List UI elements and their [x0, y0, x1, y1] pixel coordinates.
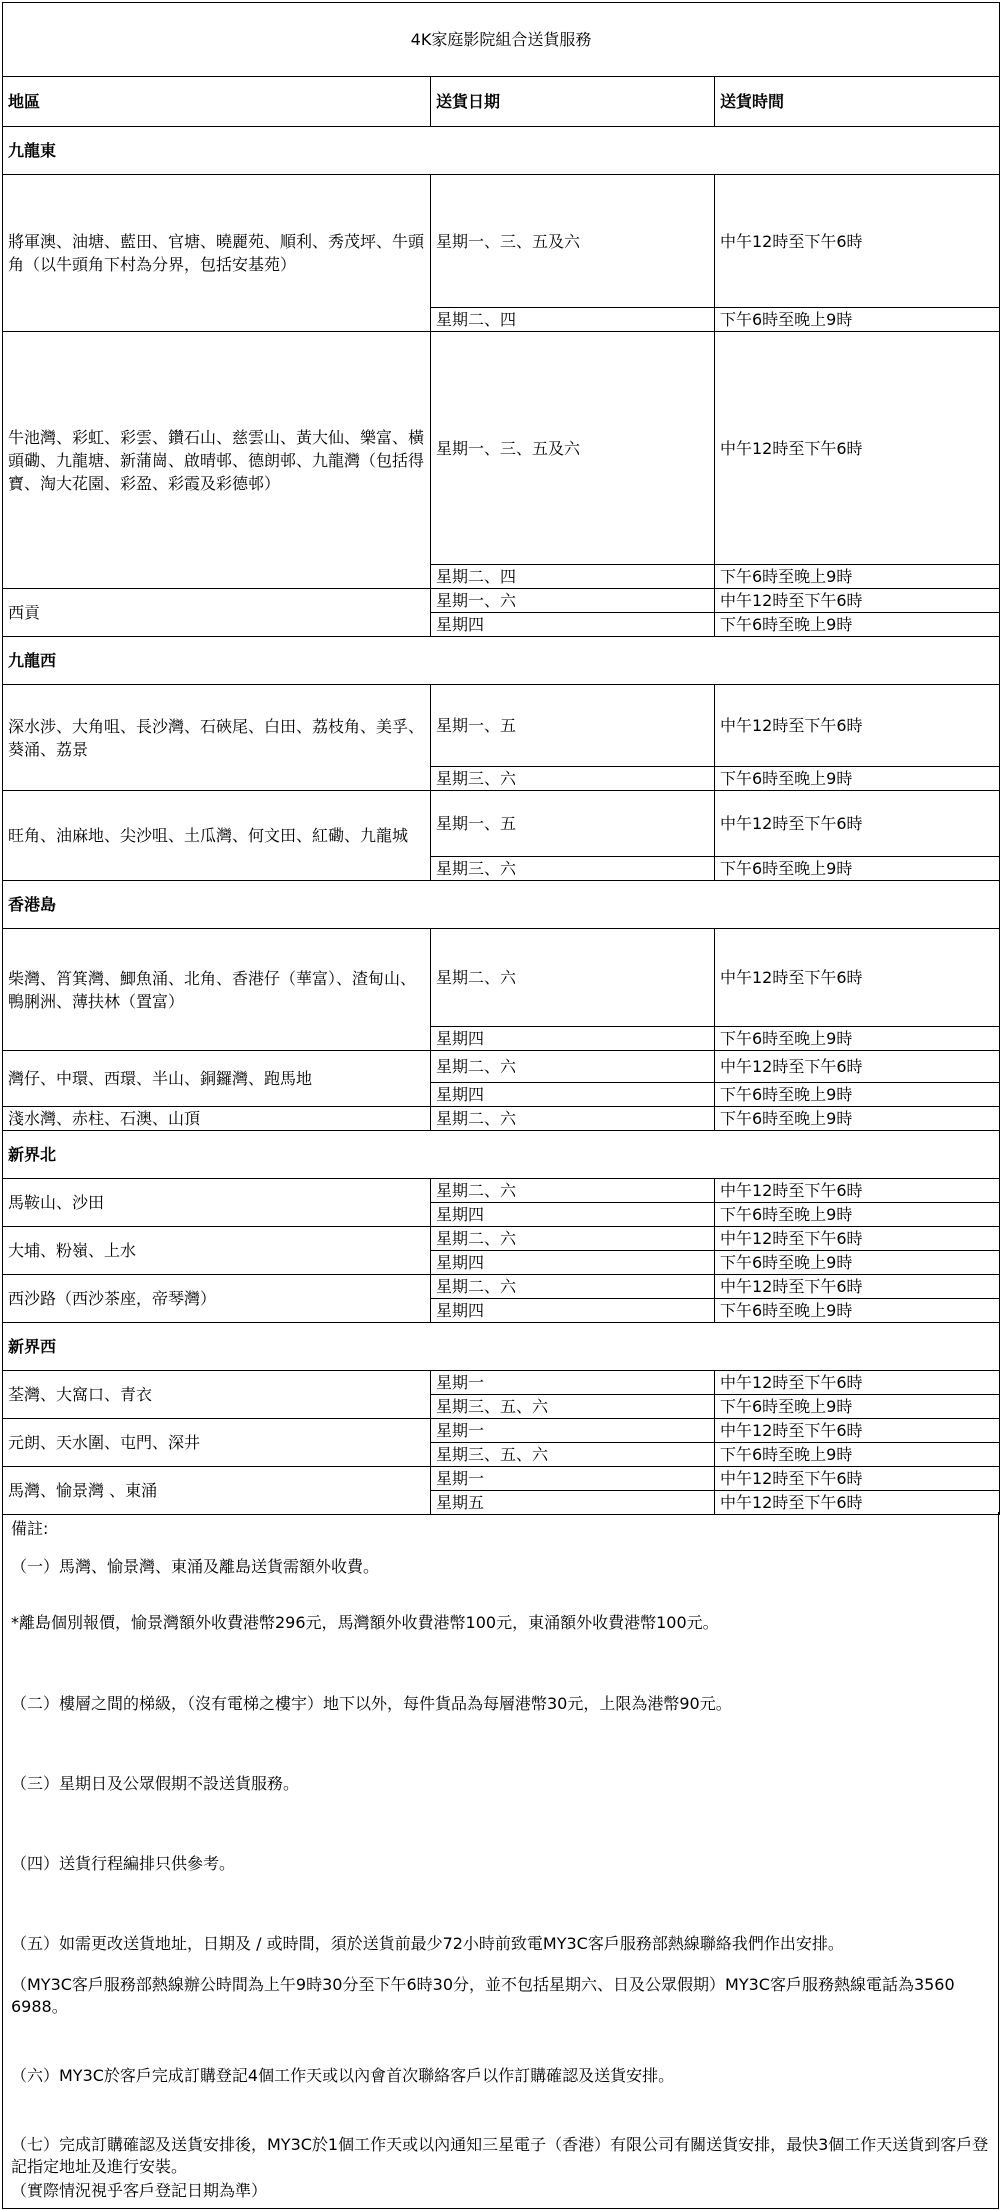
- delivery-time: 中午12時至下午6時: [715, 1371, 1000, 1395]
- note-1-detail: *離島個別報價，愉景灣額外收費港幣296元，馬灣額外收費港幣100元，東涌額外收費港幣100元。: [11, 1613, 719, 1632]
- delivery-time: 中午12時至下午6時: [715, 1467, 1000, 1491]
- area-cell: 牛池灣、彩虹、彩雲、鑽石山、慈雲山、黃大仙、樂富、橫頭磡、九龍塘、新蒲崗、啟晴邨、德朗邨、九龍灣（包括得寶、淘大花園、彩盈、彩霞及彩德邨）: [3, 332, 431, 589]
- delivery-day: 星期二、六: [431, 1227, 715, 1251]
- delivery-time: 中午12時至下午6時: [715, 1275, 1000, 1299]
- delivery-time: 中午12時至下午6時: [715, 332, 1000, 565]
- note-1: （一）馬灣、愉景灣、東涌及離島送貨需額外收費。: [11, 1557, 380, 1576]
- delivery-day: 星期一: [431, 1371, 715, 1395]
- delivery-day: 星期三、六: [431, 857, 715, 881]
- note-3: （三）星期日及公眾假期不設送貨服務。: [11, 1774, 300, 1793]
- note-5-detail: （MY3C客戶服務部熱線辦公時間為上午9時30分至下午6時30分，並不包括星期六、日及公眾假期）MY3C客戶服務熱線電話為3560 6988。: [11, 1975, 955, 2016]
- delivery-day: 星期四: [431, 1299, 715, 1323]
- notes-heading: 備註:: [11, 1519, 49, 1538]
- delivery-day: 星期四: [431, 1251, 715, 1275]
- delivery-time: 中午12時至下午6時: [715, 791, 1000, 857]
- delivery-time: 下午6時至晚上9時: [715, 613, 1000, 637]
- delivery-day: 星期四: [431, 1027, 715, 1051]
- table-title: 4K家庭影院組合送貨服務: [3, 3, 1000, 77]
- area-cell: 柴灣、筲箕灣、鯽魚涌、北角、香港仔（華富）、渣甸山、鴨脷洲、薄扶林（置富）: [3, 929, 431, 1051]
- delivery-day: 星期一、三、五及六: [431, 332, 715, 565]
- delivery-time: 下午6時至晚上9時: [715, 1395, 1000, 1419]
- delivery-day: 星期一、六: [431, 589, 715, 613]
- delivery-time: 中午12時至下午6時: [715, 1491, 1000, 1515]
- delivery-day: 星期四: [431, 613, 715, 637]
- header-time: 送貨時間: [715, 77, 1000, 127]
- delivery-day: 星期四: [431, 1203, 715, 1227]
- area-cell: 灣仔、中環、西環、半山、銅鑼灣、跑馬地: [3, 1051, 431, 1107]
- area-cell: 馬灣、愉景灣 、東涌: [3, 1467, 431, 1515]
- region-row: [3, 637, 1000, 685]
- area-cell: 荃灣、大窩口、青衣: [3, 1371, 431, 1419]
- delivery-day: 星期一: [431, 1419, 715, 1443]
- region-kowloon-west: 九龍西: [3, 637, 1000, 685]
- delivery-time: 下午6時至晚上9時: [715, 767, 1000, 791]
- delivery-schedule-table: [2, 2, 1000, 1515]
- area-cell: 將軍澳、油塘、藍田、官塘、曉麗苑、順利、秀茂坪、牛頭角（以牛頭角下村為分界，包括安基苑）: [3, 175, 431, 332]
- delivery-day: 星期四: [431, 1083, 715, 1107]
- delivery-time: 下午6時至晚上9時: [715, 1299, 1000, 1323]
- delivery-time: 中午12時至下午6時: [715, 1419, 1000, 1443]
- delivery-time: 下午6時至晚上9時: [715, 1107, 1000, 1131]
- region-row: [3, 1131, 1000, 1179]
- region-nt-west: 新界西: [3, 1323, 1000, 1371]
- delivery-day: 星期二、六: [431, 1107, 715, 1131]
- delivery-time: 下午6時至晚上9時: [715, 308, 1000, 332]
- delivery-day: 星期一: [431, 1467, 715, 1491]
- delivery-day: 星期五: [431, 1491, 715, 1515]
- delivery-time: 中午12時至下午6時: [715, 589, 1000, 613]
- delivery-time: 下午6時至晚上9時: [715, 857, 1000, 881]
- header-area: 地區: [3, 77, 431, 127]
- delivery-time: 中午12時至下午6時: [715, 1051, 1000, 1083]
- region-kowloon-east: 九龍東: [3, 127, 1000, 175]
- delivery-day: 星期三、六: [431, 767, 715, 791]
- note-4: （四）送貨行程編排只供參考。: [11, 1854, 236, 1873]
- delivery-day: 星期一、三、五及六: [431, 175, 715, 308]
- delivery-time: 中午12時至下午6時: [715, 685, 1000, 767]
- area-cell: 西貢: [3, 589, 431, 637]
- region-row: [3, 127, 1000, 175]
- delivery-day: 星期三、五、六: [431, 1443, 715, 1467]
- delivery-time: 中午12時至下午6時: [715, 1179, 1000, 1203]
- delivery-time: 下午6時至晚上9時: [715, 1203, 1000, 1227]
- delivery-time: 下午6時至晚上9時: [715, 1083, 1000, 1107]
- notes-section: [2, 1512, 999, 2209]
- area-cell: 旺角、油麻地、尖沙咀、土瓜灣、何文田、紅磡、九龍城: [3, 791, 431, 881]
- note-7: （七）完成訂購確認及送貨安排後，MY3C於1個工作天或以內通知三星電子（香港）有限公司有關送貨安排，最快3個工作天送貨到客戶登記指定地址及進行安裝。: [11, 2135, 989, 2176]
- delivery-day: 星期一、五: [431, 685, 715, 767]
- note-6: （六）MY3C於客戶完成訂購登記4個工作天或以內會首次聯絡客戶以作訂購確認及送貨安排。: [11, 2066, 675, 2085]
- delivery-time: 中午12時至下午6時: [715, 175, 1000, 308]
- area-cell: 大埔、粉嶺、上水: [3, 1227, 431, 1275]
- delivery-time: 下午6時至晚上9時: [715, 1443, 1000, 1467]
- delivery-time: 下午6時至晚上9時: [715, 1251, 1000, 1275]
- note-2: （二）樓層之間的梯級，（沒有電梯之樓宇）地下以外，每件貨品為每層港幣30元，上限為港幣90元。: [11, 1694, 732, 1713]
- delivery-time: 下午6時至晚上9時: [715, 565, 1000, 589]
- note-7-detail: （實際情況視乎客戶登記日期為準）: [11, 2181, 268, 2200]
- delivery-day: 星期二、六: [431, 1179, 715, 1203]
- delivery-day: 星期二、六: [431, 929, 715, 1027]
- delivery-day: 星期三、五、六: [431, 1395, 715, 1419]
- header-row: [3, 77, 1000, 127]
- region-row: [3, 881, 1000, 929]
- delivery-day: 星期二、六: [431, 1275, 715, 1299]
- region-nt-north: 新界北: [3, 1131, 1000, 1179]
- area-cell: 馬鞍山、沙田: [3, 1179, 431, 1227]
- area-cell: 深水涉、大角咀、長沙灣、石硤尾、白田、荔枝角、美孚、葵涌、荔景: [3, 685, 431, 791]
- delivery-day: 星期二、四: [431, 308, 715, 332]
- header-date: 送貨日期: [431, 77, 715, 127]
- area-cell: 淺水灣、赤柱、石澳、山頂: [3, 1107, 431, 1131]
- delivery-time: 中午12時至下午6時: [715, 1227, 1000, 1251]
- region-hk-island: 香港島: [3, 881, 1000, 929]
- delivery-time: 下午6時至晚上9時: [715, 1027, 1000, 1051]
- delivery-day: 星期一、五: [431, 791, 715, 857]
- note-5: （五）如需更改送貨地址，日期及 / 或時間，須於送貨前最少72小時前致電MY3C客戶服務部熱線聯絡我們作出安排。: [11, 1934, 844, 1953]
- region-row: [3, 1323, 1000, 1371]
- delivery-day: 星期二、六: [431, 1051, 715, 1083]
- area-cell: 元朗、天水圍、屯門、深井: [3, 1419, 431, 1467]
- delivery-day: 星期二、四: [431, 565, 715, 589]
- title-row: [3, 3, 1000, 77]
- area-cell: 西沙路（西沙茶座，帝琴灣）: [3, 1275, 431, 1323]
- delivery-time: 中午12時至下午6時: [715, 929, 1000, 1027]
